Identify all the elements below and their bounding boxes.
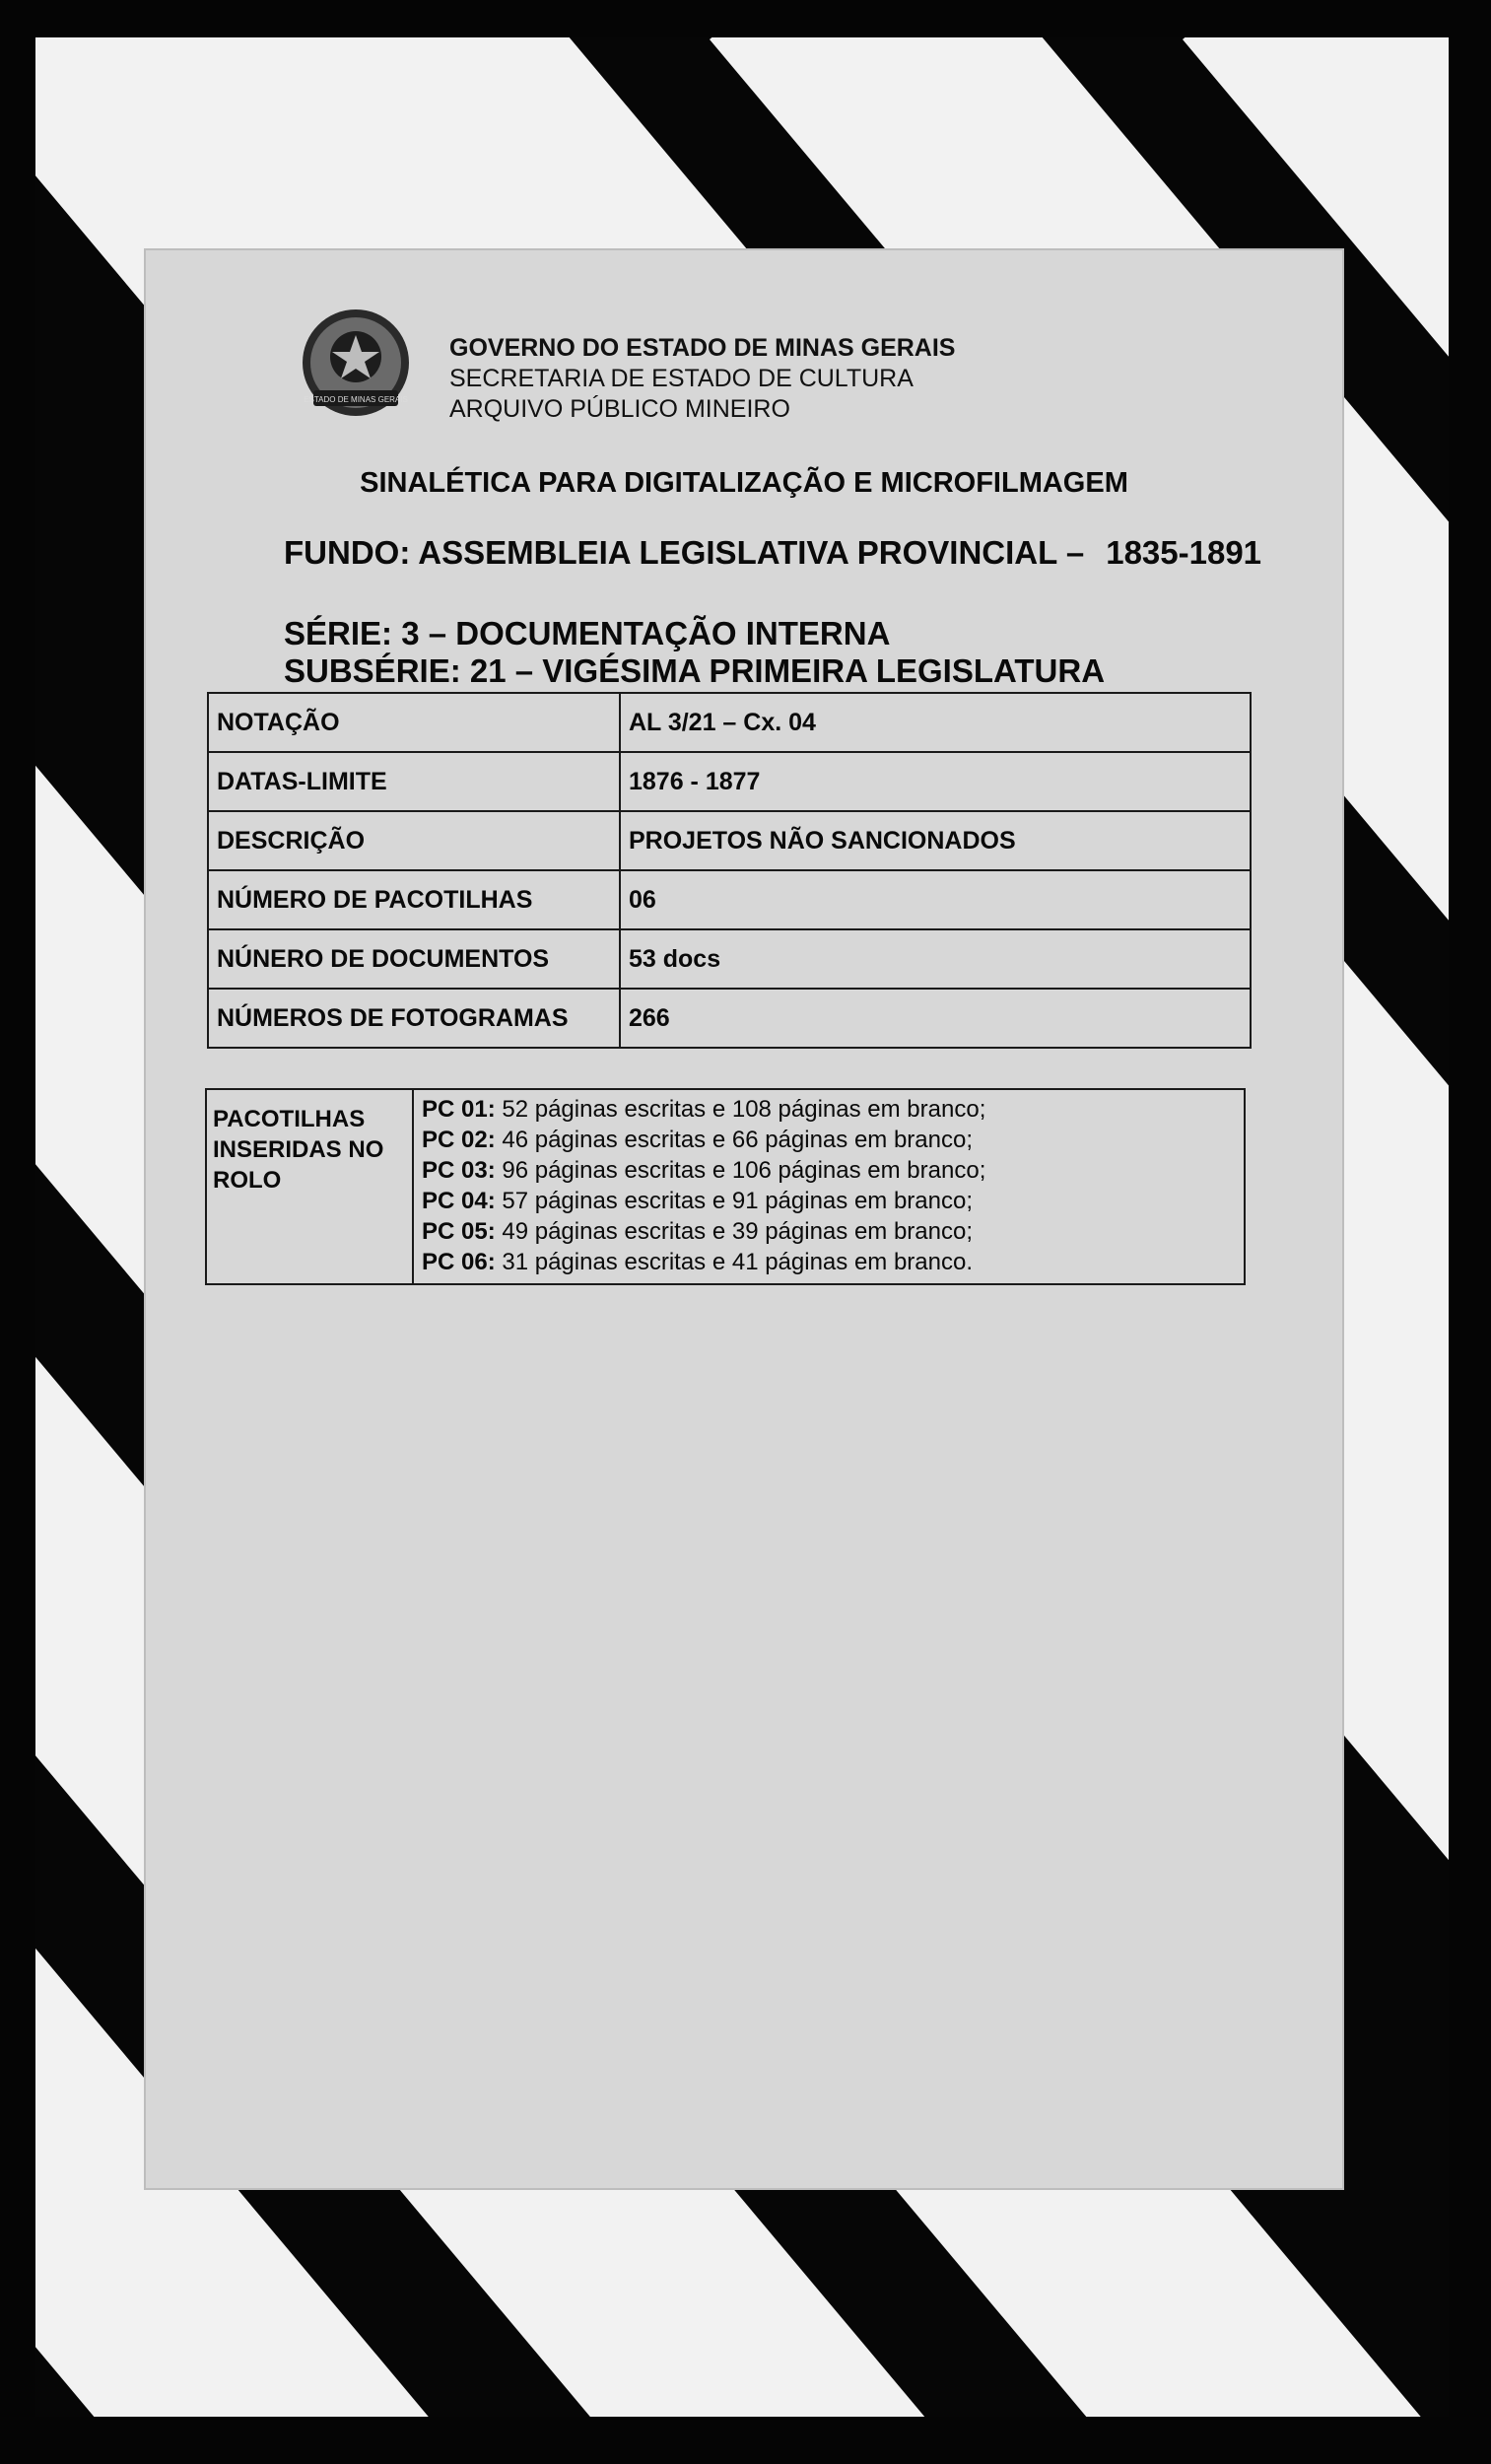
fotogramas-value: 266 (620, 989, 1251, 1048)
notacao-label: NOTAÇÃO (208, 693, 620, 752)
table-row (208, 989, 1251, 1048)
table-row (208, 929, 1251, 989)
institution-header (292, 306, 1179, 424)
page-title: SINALÉTICA PARA DIGITALIZAÇÃO E MICROFILMAGEM (360, 467, 1128, 499)
pc-text: 31 páginas escritas e 41 páginas em branco. (502, 1249, 974, 1275)
list-item (422, 1247, 1236, 1277)
pc-code: PC 02: (422, 1127, 496, 1153)
datas-limite-label: DATAS-LIMITE (208, 752, 620, 811)
table-row (208, 693, 1251, 752)
notacao-value: AL 3/21 – Cx. 04 (620, 693, 1251, 752)
table-row (208, 811, 1251, 870)
pacotilhas-count-label: NÚMERO DE PACOTILHAS (208, 870, 620, 929)
pc-code: PC 03: (422, 1157, 496, 1184)
descricao-label: DESCRIÇÃO (208, 811, 620, 870)
header-secretariat: SECRETARIA DE ESTADO DE CULTURA (449, 365, 914, 392)
pc-code: PC 05: (422, 1218, 496, 1245)
pc-text: 46 páginas escritas e 66 páginas em branco; (502, 1127, 974, 1153)
pc-code: PC 06: (422, 1249, 496, 1275)
pacotilhas-count-value: 06 (620, 870, 1251, 929)
header-archive: ARQUIVO PÚBLICO MINEIRO (449, 395, 790, 423)
info-table (207, 692, 1252, 1049)
documentos-value: 53 docs (620, 929, 1251, 989)
serie-line: SÉRIE: 3 – DOCUMENTAÇÃO INTERNA (284, 615, 891, 651)
fundo-label: FUNDO: ASSEMBLEIA LEGISLATIVA PROVINCIAL – (284, 534, 1085, 571)
seal-text: ESTADO DE MINAS GERAIS (304, 395, 408, 404)
documentos-label: NÚNERO DE DOCUMENTOS (208, 929, 620, 989)
series-block (284, 615, 1105, 690)
pc-text: 96 páginas escritas e 106 páginas em branco; (502, 1157, 986, 1184)
pacotilhas-list (413, 1089, 1245, 1284)
table-row (208, 870, 1251, 929)
pc-text: 52 páginas escritas e 108 páginas em branco; (502, 1096, 986, 1123)
datas-limite-value: 1876 - 1877 (620, 752, 1251, 811)
pc-text: 49 páginas escritas e 39 páginas em branco; (502, 1218, 974, 1245)
list-item (422, 1125, 1236, 1155)
pacotilhas-label-line: INSERIDAS NO (213, 1136, 384, 1163)
list-item (422, 1155, 1236, 1186)
document-sheet (144, 248, 1344, 2190)
subserie-line: SUBSÉRIE: 21 – VIGÉSIMA PRIMEIRA LEGISLATURA (284, 652, 1106, 689)
table-row (206, 1089, 1245, 1284)
fotogramas-label: NÚMEROS DE FOTOGRAMAS (208, 989, 620, 1048)
pc-text: 57 páginas escritas e 91 páginas em branco; (502, 1188, 974, 1214)
state-seal-icon (292, 306, 420, 424)
fundo-years: 1835-1891 (1106, 534, 1262, 571)
header-government: GOVERNO DO ESTADO DE MINAS GERAIS (449, 334, 956, 362)
fundo-line (284, 534, 1261, 572)
pacotilhas-label-line: PACOTILHAS (213, 1106, 366, 1132)
pacotilhas-label-line: ROLO (213, 1167, 282, 1194)
list-item (422, 1186, 1236, 1216)
list-item (422, 1216, 1236, 1247)
pacotilhas-table (205, 1088, 1246, 1285)
pc-code: PC 04: (422, 1188, 496, 1214)
descricao-value: PROJETOS NÃO SANCIONADOS (620, 811, 1251, 870)
pc-code: PC 01: (422, 1096, 496, 1123)
table-row (208, 752, 1251, 811)
list-item (422, 1094, 1236, 1125)
pacotilhas-label (206, 1089, 413, 1284)
